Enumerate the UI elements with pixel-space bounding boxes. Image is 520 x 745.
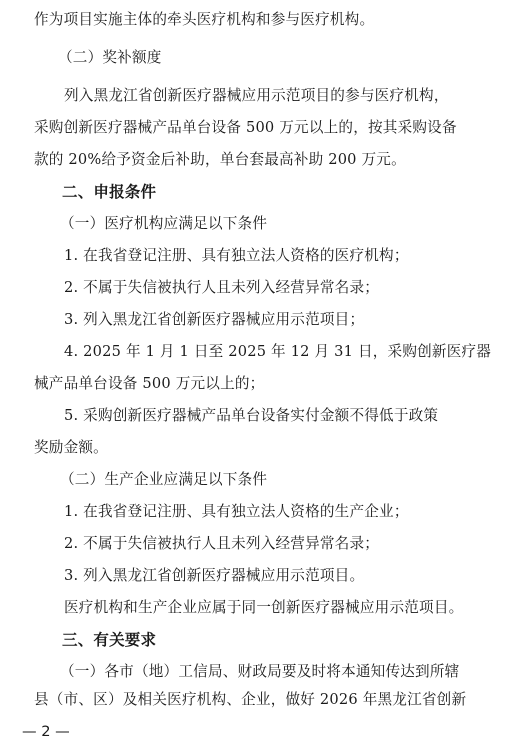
condition-item-1: 1. 在我省登记注册、具有独立法人资格的医疗机构； [64,247,409,264]
manufacturer-item-3: 3. 列入黑龙江省创新医疗器械应用示范项目。 [64,567,365,584]
text-line-3: 列入黑龙江省创新医疗器械应用示范项目的参与医疗机构， [64,87,449,104]
text-line-5: 款的 20%给予资金后补助，单台套最高补助 200 万元。 [34,151,406,168]
manufacturer-item-2: 2. 不属于失信被执行人且未列入经营异常名录； [64,535,380,552]
heading-application-conditions: 二、申报条件 [62,183,157,201]
condition-item-3: 3. 列入黑龙江省创新医疗器械应用示范项目； [64,311,365,328]
condition-item-2: 2. 不属于失信被执行人且未列入经营异常名录； [64,279,380,296]
text-same-project: 医疗机构和生产企业应属于同一创新医疗器械应用示范项目。 [64,599,464,616]
text-requirements-1: （一）各市（地）工信局、财政局要及时将本通知传达到所辖 [60,663,460,680]
page-number: — 2 — [22,723,70,740]
manufacturer-item-1: 1. 在我省登记注册、具有独立法人资格的生产企业； [64,503,409,520]
condition-item-5: 5. 采购创新医疗器械产品单台设备实付金额不得低于政策 [64,407,439,424]
text-line-1: 作为项目实施主体的牵头医疗机构和参与医疗机构。 [34,11,375,28]
text-requirements-2: 县（市、区）及相关医疗机构、企业，做好 2026 年黑龙江省创新 [34,691,467,708]
subheading-award-amount: （二）奖补额度 [58,49,162,66]
subheading-medical-institutions: （一）医疗机构应满足以下条件 [60,215,268,232]
heading-requirements: 三、有关要求 [62,631,157,649]
condition-item-5-cont: 奖励金额。 [34,439,108,456]
condition-item-4-cont: 械产品单台设备 500 万元以上的； [34,375,265,392]
text-line-4: 采购创新医疗器械产品单台设备 500 万元以上的，按其采购设备 [34,119,457,136]
subheading-manufacturers: （二）生产企业应满足以下条件 [60,471,268,488]
condition-item-4: 4. 2025 年 1 月 1 日至 2025 年 12 月 31 日，采购创新医疗器 [64,343,492,360]
